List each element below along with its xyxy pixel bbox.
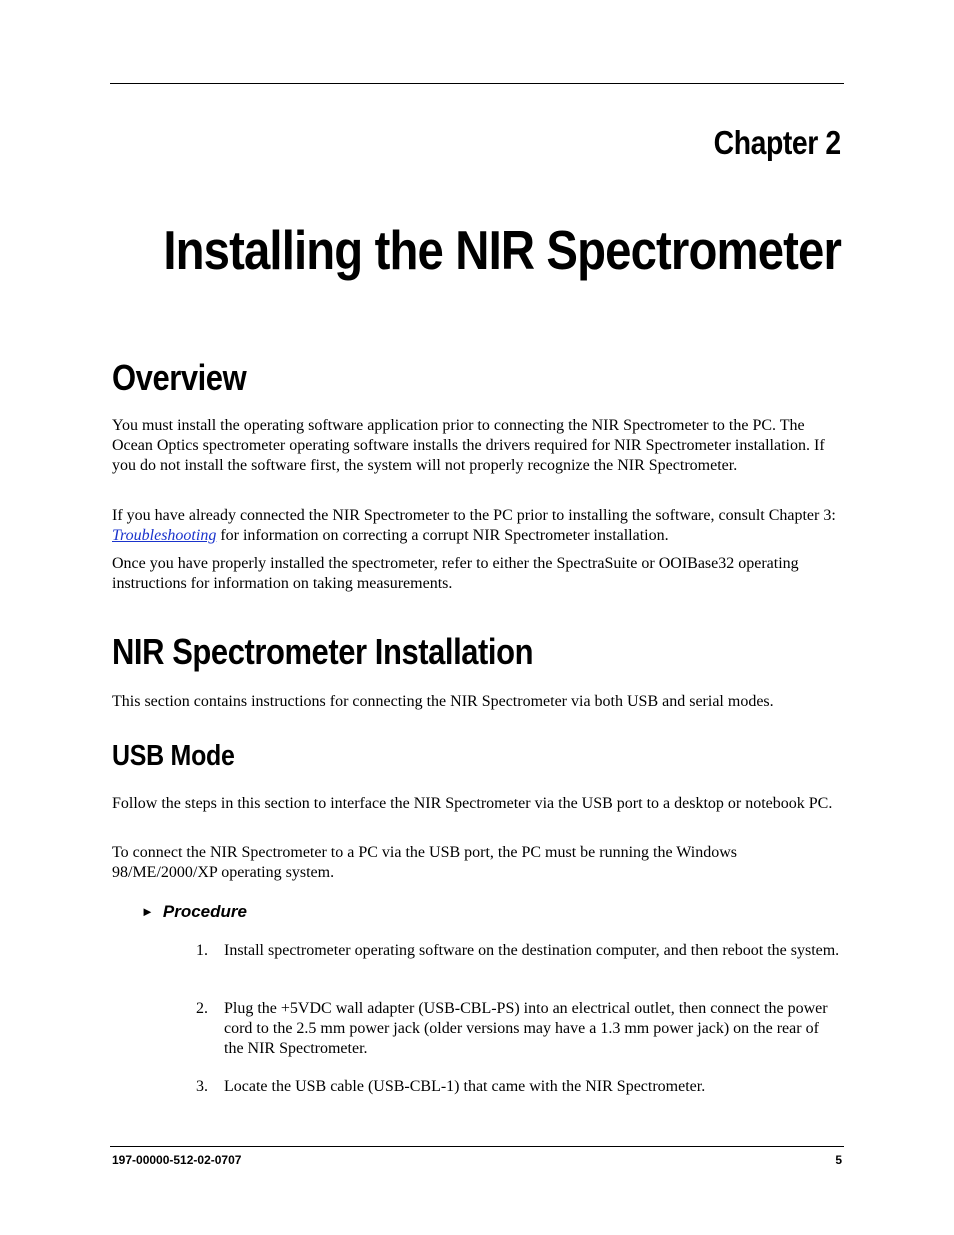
procedure-label: Procedure — [162, 902, 247, 921]
installation-paragraph-1: This section contains instructions for connecting the NIR Spectrometer via both USB and serial modes. — [112, 693, 774, 710]
usb-mode-heading: USB Mode — [112, 740, 235, 772]
overview-paragraph-3: Once you have properly installed the spectrometer, refer to either the SpectraSuite or OOIBase32 operating instructions for information on taking measurements. — [112, 555, 799, 592]
footer-rule — [110, 1146, 844, 1147]
footer-page-number: 5 — [835, 1153, 842, 1167]
installation-heading: NIR Spectrometer Installation — [112, 631, 534, 672]
overview-paragraph-2-start: If you have already connected the NIR Spectrometer to the PC prior to installing the software, consult Chapter 3: — [112, 507, 836, 524]
procedure-step-3 — [196, 1077, 842, 1097]
troubleshooting-link[interactable]: Troubleshooting — [112, 527, 217, 544]
overview-paragraph-1: You must install the operating software application prior to connecting the NIR Spectrometer to the PC. The Ocean Optics spectrometer operating software installs the drivers required for NIR Spectrometer installation. If you do not install the software first, the system will not properly recognize the NIR Spectrometer. — [112, 417, 825, 474]
chapter-label: Chapter 2 — [713, 124, 841, 161]
step-text: Plug the +5VDC wall adapter (USB-CBL-PS) into an electrical outlet, then connect the power cord to the 2.5 mm power jack (older versions may have a 1.3 mm power jack) on the rear of the NIR Spectrometer. — [224, 1000, 828, 1057]
step-text: Locate the USB cable (USB-CBL-1) that came with the NIR Spectrometer. — [224, 1078, 706, 1095]
procedure-step-2 — [196, 999, 842, 1059]
step-number: 3. — [196, 1078, 208, 1095]
procedure-arrow-icon: ► — [141, 904, 154, 919]
usb-mode-paragraph-2: To connect the NIR Spectrometer to a PC via the USB port, the PC must be running the Windows 98/ME/2000/XP operating system. — [112, 844, 737, 881]
footer-doc-number: 197-00000-512-02-0707 — [112, 1153, 242, 1167]
procedure-step-1 — [196, 941, 842, 961]
step-number: 2. — [196, 1000, 208, 1017]
usb-mode-paragraph-1: Follow the steps in this section to interface the NIR Spectrometer via the USB port to a desktop or notebook PC. — [112, 795, 833, 812]
header-rule — [110, 83, 844, 84]
overview-paragraph-2 — [112, 506, 842, 546]
step-text: Install spectrometer operating software on the destination computer, and then reboot the system. — [224, 942, 840, 959]
step-number: 1. — [196, 942, 208, 959]
overview-heading: Overview — [112, 357, 247, 398]
procedure-heading — [141, 902, 247, 922]
chapter-title: Installing the NIR Spectrometer — [163, 219, 841, 281]
overview-paragraph-2-end: for information on correcting a corrupt NIR Spectrometer installation. — [216, 527, 669, 544]
